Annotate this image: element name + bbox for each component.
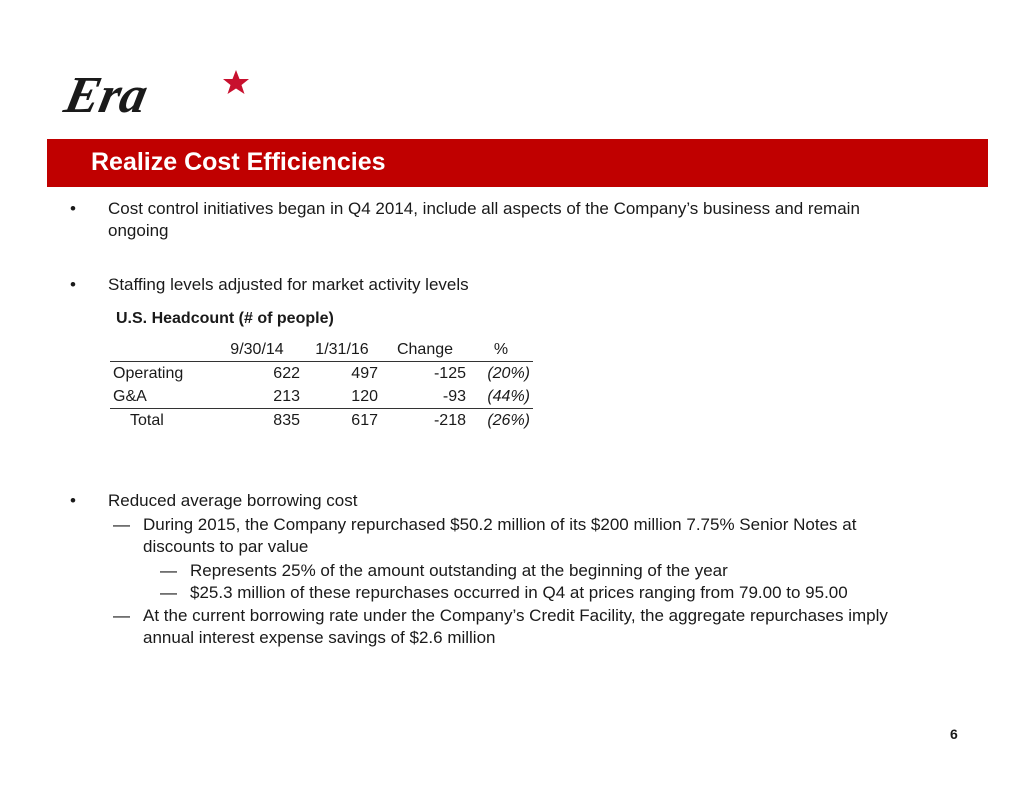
column-header: 1/31/16: [303, 338, 381, 362]
title-bar: [47, 139, 988, 187]
cell-percent: (44%): [469, 385, 533, 409]
column-header: Change: [381, 338, 469, 362]
sub-sub-bullet-percent-outstanding: [160, 560, 920, 584]
bullet-staffing: [70, 274, 930, 298]
column-header: [110, 338, 211, 362]
star-icon: [223, 70, 249, 94]
sub-sub-bullet-text: $25.3 million of these repurchases occurred in Q4 at prices ranging from 79.00 to 95.00: [190, 583, 848, 602]
cell-9-30-14: 213: [211, 385, 303, 409]
sub-bullet-text: During 2015, the Company repurchased $50.2 million of its $200 million 7.75% Senior Notes at discounts to par value: [143, 515, 857, 556]
row-label: Operating: [113, 364, 184, 382]
cell-change: -93: [381, 385, 469, 409]
bullet-icon: •: [70, 199, 76, 218]
page-number: 6: [950, 726, 958, 742]
cell-1-31-16: 497: [351, 364, 378, 382]
table-row: [110, 362, 533, 386]
table-row-total: [110, 409, 533, 433]
bullet-text: Reduced average borrowing cost: [108, 491, 358, 510]
dash-icon: —: [160, 561, 177, 580]
cell-percent: (20%): [487, 364, 530, 382]
table-header-row: [110, 338, 533, 362]
cell-1-31-16: 120: [303, 385, 381, 409]
sub-bullet-repurchase: [113, 514, 923, 560]
column-header: %: [469, 338, 533, 362]
era-logo-graphic: [59, 66, 255, 124]
cell-change: -125: [433, 364, 466, 382]
row-label: G&A: [110, 385, 211, 409]
cell-percent: (26%): [487, 411, 530, 429]
headcount-heading: U.S. Headcount (# of people): [116, 310, 334, 327]
bullet-icon: •: [70, 491, 76, 510]
sub-sub-bullet-q4-repurchases: [160, 582, 920, 606]
cell-9-30-14: 835: [273, 411, 300, 429]
headcount-table: [110, 338, 533, 432]
sub-sub-bullet-text: Represents 25% of the amount outstanding at the beginning of the year: [190, 561, 728, 580]
logo-wordmark: Era: [59, 66, 153, 124]
era-logo: [59, 66, 255, 124]
row-label: Total: [130, 411, 164, 429]
table-row: [110, 385, 533, 409]
sub-bullet-text: At the current borrowing rate under the Company’s Credit Facility, the aggregate repurchases imply annual interest expense savings of $2.6 million: [143, 606, 888, 647]
column-header: 9/30/14: [211, 338, 303, 362]
bullet-cost-control: [70, 198, 930, 244]
bullet-text: Cost control initiatives began in Q4 2014, include all aspects of the Company’s business and remain ongoing: [108, 199, 860, 240]
page-title: Realize Cost Efficiencies: [91, 148, 386, 176]
dash-icon: —: [113, 515, 130, 534]
cell-1-31-16: 617: [351, 411, 378, 429]
bullet-icon: •: [70, 275, 76, 294]
bullet-borrowing-cost: [70, 490, 930, 514]
dash-icon: —: [113, 606, 130, 625]
bullet-text: Staffing levels adjusted for market activity levels: [108, 275, 469, 294]
cell-change: -218: [433, 411, 466, 429]
dash-icon: —: [160, 583, 177, 602]
sub-bullet-interest-savings: [113, 605, 923, 651]
cell-9-30-14: 622: [273, 364, 300, 382]
